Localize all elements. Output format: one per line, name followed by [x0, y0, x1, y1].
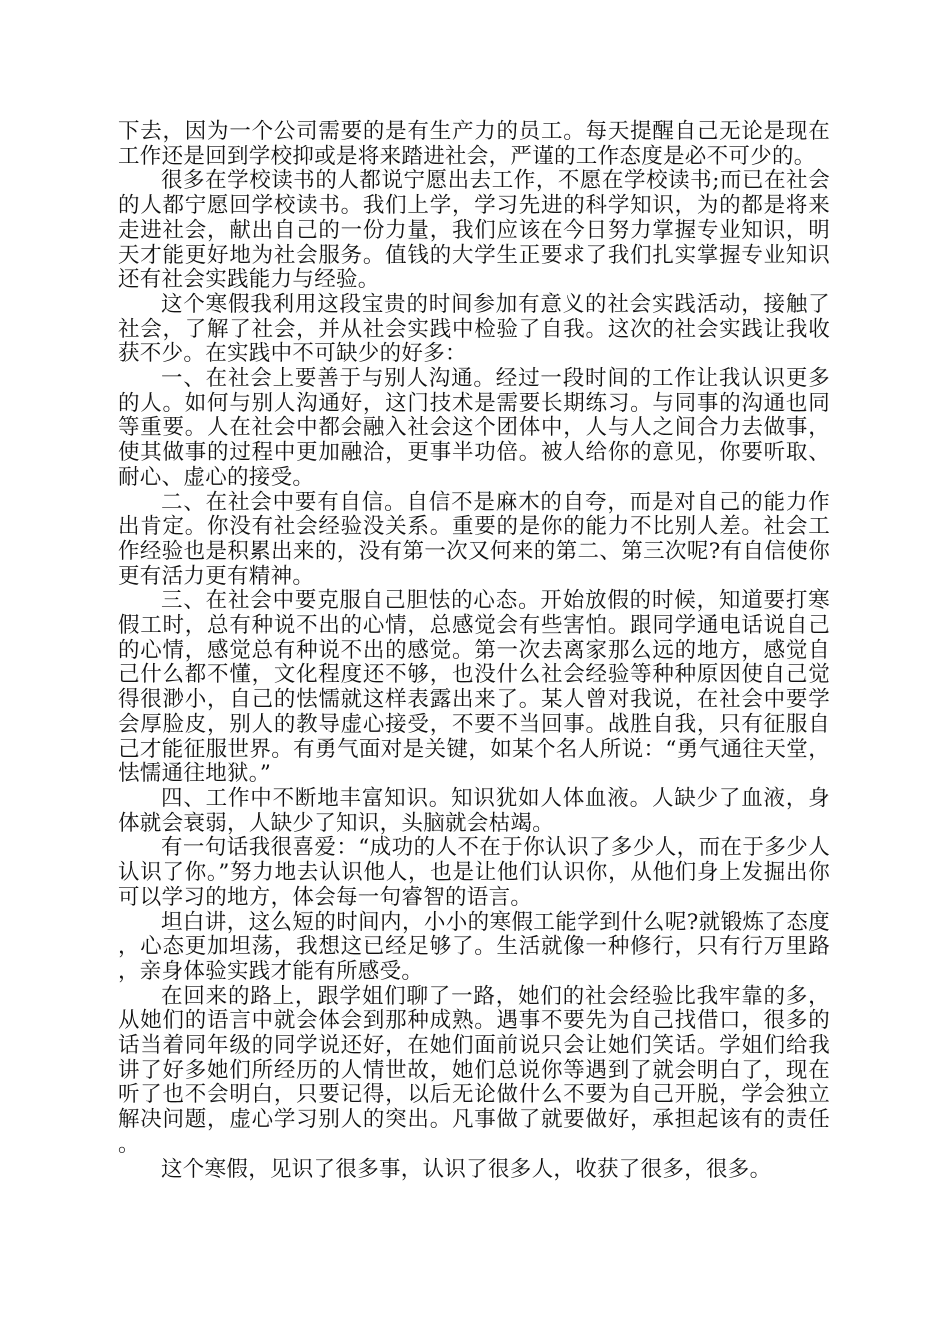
paragraph-2: 很多在学校读书的人都说宁愿出去工作，不愿在学校读书;而已在社会的人都宁愿回学校读书。我们上学，学习先进的科学知识，为的都是将来走进社会，献出自己的一份力量，我们应该在今日努力掌握专业知识，明天才能更好地为社会服务。值钱的大学生正要求了我们扎实掌握专业知识还有社会实践能力与经验。: [118, 168, 830, 293]
paragraph-6: 三、在社会中要克服自己胆怯的心态。开始放假的时候，知道要打寒假工时，总有种说不出的心情，总感觉会有些害怕。跟同学通电话说自己的心情，感觉总有种说不出的感觉。第一次去离家那么远的地方，感觉自己什么都不懂，文化程度还不够，也没什么社会经验等种种原因使自己觉得很渺小，自己的怯懦就这样表露出来了。某人曾对我说，在社会中要学会厚脸皮，别人的教导虚心接受，不要不当回事。战胜自我，只有征服自己才能征服世界。有勇气面对是关键，如某个名人所说：“勇气通往天堂，怯懦通往地狱。”: [118, 588, 830, 787]
paragraph-11: 这个寒假，见识了很多事，认识了很多人，收获了很多，很多。: [161, 1156, 772, 1182]
document-body: [118, 120, 830, 1182]
paragraph-7: 四、工作中不断地丰富知识。知识犹如人体血液。人缺少了血液，身体就会衰弱，人缺少了知识，头脑就会枯竭。: [118, 785, 830, 836]
paragraph-5: 二、在社会中要有自信。自信不是麻木的自夸，而是对自己的能力作出肯定。你没有社会经验没关系。重要的是你的能力不比别人差。社会工作经验也是积累出来的，没有第一次又何来的第二、第三次呢?有自信使你更有活力更有精神。: [118, 489, 830, 589]
paragraph-3: 这个寒假我利用这段宝贵的时间参加有意义的社会实践活动，接触了社会，了解了社会，并从社会实践中检验了自我。这次的社会实践让我收获不少。在实践中不可缺少的好多：: [118, 291, 830, 367]
paragraph-8: 有一句话我很喜爱：“成功的人不在于你认识了多少人，而在于多少人认识了你。”努力地去认识他人，也是让他们认识你，从他们身上发掘出你可以学习的地方，体会每一句睿智的语言。: [118, 835, 830, 910]
paragraph-9: 坦白讲，这么短的时间内，小小的寒假工能学到什么呢?就锻炼了态度，心态更加坦荡，我想这已经足够了。生活就像一种修行，只有行万里路，亲身体验实践才能有所感受。: [118, 909, 830, 984]
paragraph-10: 在回来的路上，跟学姐们聊了一路，她们的社会经验比我牢靠的多，从她们的语言中就会体会到那种成熟。遇事不要先为自己找借口，很多的话当着同年级的同学说还好，在她们面前说只会让她们笑话。学姐们给我讲了好多她们所经历的人情世故，她们总说你等遇到了就会明白了，现在听了也不会明白，只要记得，以后无论做什么不要为自己开脱，学会独立解决问题，虚心学习别人的突出。凡事做了就要做好，承担起该有的责任。: [118, 983, 830, 1157]
paragraph-1: 下去，因为一个公司需要的是有生产力的员工。每天提醒自己无论是现在工作还是回到学校抑或是将来踏进社会，严谨的工作态度是必不可少的。: [118, 119, 830, 169]
paragraph-4: 一、在社会上要善于与别人沟通。经过一段时间的工作让我认识更多的人。如何与别人沟通好，这门技术是需要长期练习。与同事的沟通也同等重要。人在社会中都会融入社会这个团体中，人与人之间合力去做事，使其做事的过程中更加融洽，更事半功倍。被人给你的意见，你要听取、耐心、虚心的接受。: [118, 366, 830, 490]
